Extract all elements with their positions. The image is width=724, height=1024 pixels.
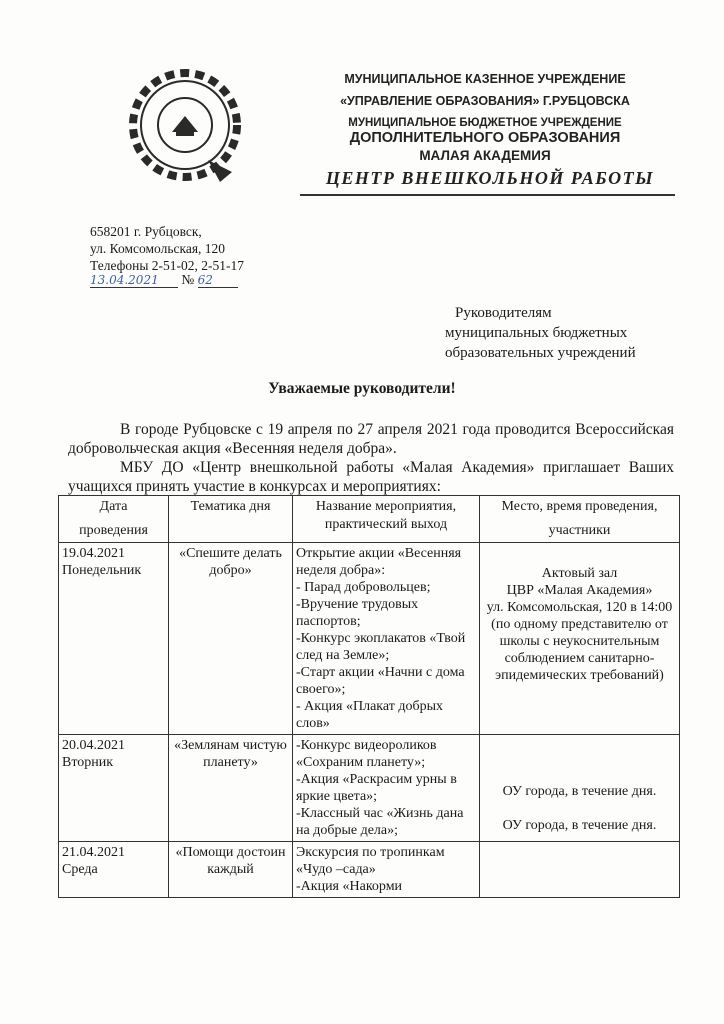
place-item: ОУ города, в течение дня. [502,784,657,799]
event-item: - Акция «Плакат добрых слов» [296,699,444,731]
events-table [58,495,680,898]
header-divider [300,194,675,196]
header-theme: Тематика дня [169,496,293,543]
cell-theme: «Помощи достоин каждый [169,842,293,898]
letterhead-line-5: МАЛАЯ АКАДЕМИЯ [419,148,551,163]
letter-date: 13.04.2021 [90,273,178,288]
cell-date [59,543,169,735]
center-name: ЦЕНТР ВНЕШКОЛЬНОЙ РАБОТЫ [325,168,655,188]
table-row [59,543,680,735]
cell-place [480,735,680,842]
event-item: Экскурсия по тропинкам «Чудо –сада» [296,845,445,877]
event-item: -Старт акции «Начни с дома своего»; [296,665,465,697]
cell-date [59,842,169,898]
cell-events [293,735,480,842]
event-item: -Вручение трудовых паспортов; [296,597,419,629]
recipient-line-2: муниципальных бюджетных [445,325,628,341]
address-line-2: ул. Комсомольская, 120 [90,241,226,256]
row-date: 21.04.2021 [62,845,125,860]
address-line-1: 658201 г. Рубцовск, [90,224,202,239]
event-item: - Парад добровольцев; [296,580,431,595]
letter-number: 62 [198,273,238,288]
event-item: -Классный час «Жизнь дана на добрые дела»; [296,806,464,838]
header-date: Дата проведения [59,496,169,543]
row-day: Вторник [62,755,114,770]
body-paragraph-2: МБУ ДО «Центр внешкольной работы «Малая Академия» приглашает Ваших учащихся принять участие в конкурсах и мероприятиях: [68,459,674,495]
place-item: ЦВР «Малая Академия» [506,583,653,598]
row-date: 19.04.2021 [62,546,125,561]
place-item: (по одному представителю от школы с неукоснительным соблюдением санитарно-эпидемических требований) [491,617,668,683]
place-item: ул. Комсомольская, 120 в 14:00 [486,600,673,615]
organization-logo [120,60,250,190]
date-number-line [90,272,238,288]
address-line-3: Телефоны 2-51-02, 2-51-17 [90,258,245,273]
recipient-line-1: Руководителям [455,305,552,321]
cell-events [293,842,480,898]
cell-theme: «Спешите делать добро» [169,543,293,735]
cell-place [480,543,680,735]
row-day: Понедельник [62,563,142,578]
row-date: 20.04.2021 [62,738,125,753]
event-item: -Конкурс видеороликов «Сохраним планету»; [296,738,437,770]
table-row [59,842,680,898]
cell-events [293,543,480,735]
letterhead-line-1: МУНИЦИПАЛЬНОЕ КАЗЕННОЕ УЧРЕЖДЕНИЕ [344,72,626,86]
letterhead-line-3: МУНИЦИПАЛЬНОЕ БЮДЖЕТНОЕ УЧРЕЖДЕНИЕ [348,117,622,129]
place-item: Актовый зал [541,566,618,581]
place-item: ОУ города, в течение дня. [502,818,657,833]
greeting: Уважаемые руководители! [268,380,456,397]
cell-date [59,735,169,842]
body-paragraph-1: В городе Рубцовске с 19 апреля по 27 апреля 2021 года проводится Всероссийская добровольческая акция «Весенняя неделя добра». [68,421,674,457]
event-item: Открытие акции «Весенняя неделя добра»: [296,546,462,578]
letterhead-line-4: ДОПОЛНИТЕЛЬНОГО ОБРАЗОВАНИЯ [349,130,621,146]
header-event: Название мероприятия, практический выход [293,496,480,543]
table-header-row [59,496,680,543]
header-place: Место, время проведения, участники [480,496,680,543]
event-item: -Акция «Накорми [296,879,403,894]
address-block [90,223,244,274]
cell-place [480,842,680,898]
event-item: -Конкурс экоплакатов «Твой след на Земле»; [296,631,466,663]
event-item: -Акция «Раскрасим урны в яркие цвета»; [296,772,457,804]
number-label: № [181,272,195,287]
cell-theme: «Землянам чистую планету» [169,735,293,842]
row-day: Среда [62,862,98,877]
table-row [59,735,680,842]
recipient-block [445,303,636,363]
letterhead-line-2: «УПРАВЛЕНИЕ ОБРАЗОВАНИЯ» Г.РУБЦОВСКА [340,94,630,108]
recipient-line-3: образовательных учреждений [445,345,636,361]
